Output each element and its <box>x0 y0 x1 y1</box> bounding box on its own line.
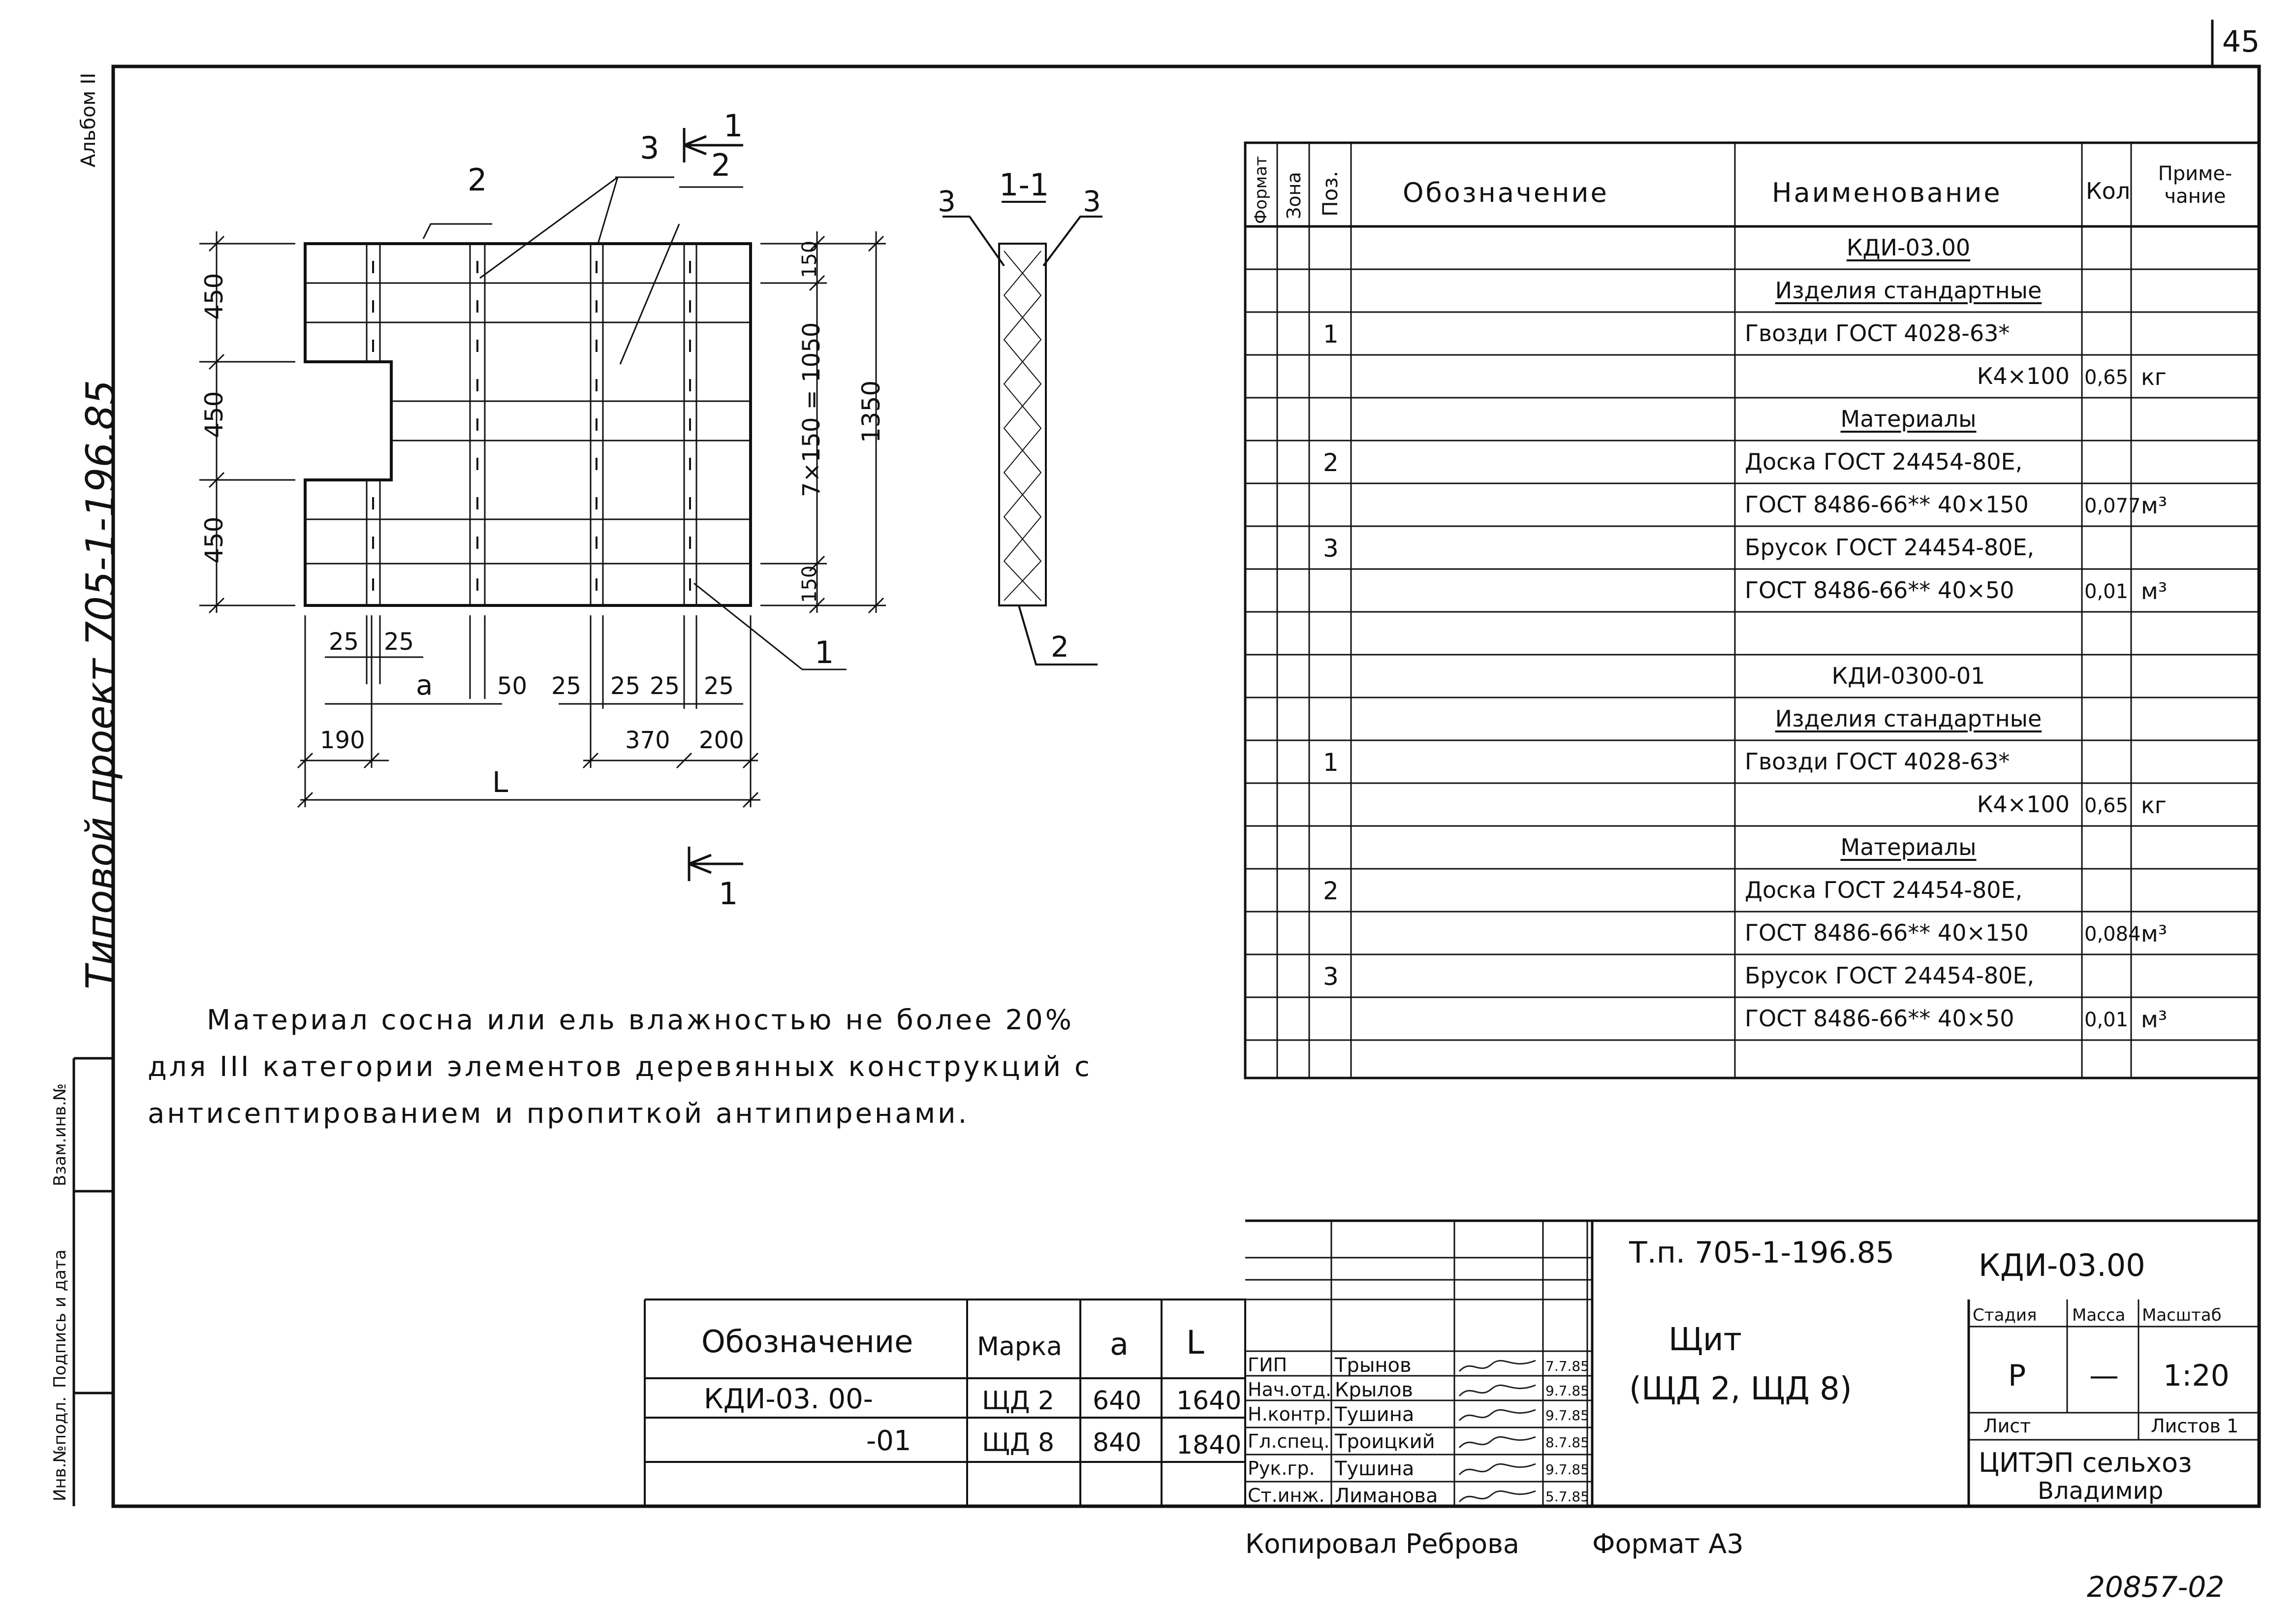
dim-370: 370 <box>625 727 670 754</box>
org-name: ЦИТЭП сельхоз <box>1979 1447 2192 1478</box>
section-mark-bottom: 1 <box>719 876 738 912</box>
variants-header-designation: Обозначение <box>701 1324 913 1360</box>
spec-row-name: Материалы <box>1840 406 1977 432</box>
spec-row-name: К4×100 <box>1977 791 2070 818</box>
staff-date: 9.7.85 <box>1545 1407 1590 1424</box>
staff-role: Гл.спец. <box>1248 1430 1330 1452</box>
spec-row-name: Изделия стандартные <box>1775 705 2042 732</box>
item-name: Щит <box>1668 1322 1742 1358</box>
spec-row-name: КДИ-0300-01 <box>1831 663 1985 689</box>
dim-190: 190 <box>320 727 365 754</box>
spec-row-qty: 0,077 <box>2084 495 2141 517</box>
mass-value: — <box>2089 1359 2119 1393</box>
spec-row-qty: 0,01 <box>2084 1009 2129 1031</box>
spec-row-qty: 0,65 <box>2084 366 2129 389</box>
mass-label: Масса <box>2072 1305 2126 1325</box>
margin-field-sign: Подпись и дата <box>50 1249 70 1388</box>
spec-row-unit: м³ <box>2141 920 2168 947</box>
dim-25-a: 25 <box>329 628 359 656</box>
staff-role: Рук.гр. <box>1248 1458 1315 1479</box>
variants-row1-designation: КДИ-03. 00- <box>704 1383 873 1415</box>
spec-row-name: Гвозди ГОСТ 4028-63* <box>1745 748 2010 775</box>
spec-header-note: Приме-чание <box>2158 162 2233 208</box>
item-subtitle: (ЩД 2, ЩД 8) <box>1629 1371 1852 1407</box>
staff-date: 7.7.85 <box>1545 1358 1590 1374</box>
variants-row2-mark: ЩД 8 <box>982 1428 1055 1458</box>
variants-row1-a: 640 <box>1093 1386 1142 1416</box>
spec-row-unit: м³ <box>2141 578 2168 604</box>
spec-row-unit: м³ <box>2141 492 2168 519</box>
dim-25-d: 25 <box>610 672 641 700</box>
archive-stamp: 20857-02 <box>2087 1570 2225 1604</box>
material-note-line-3: антисептированием и пропиткой антипиренами. <box>148 1098 970 1130</box>
material-note-line-2: для III категории элементов деревянных конструкций с <box>148 1051 1092 1083</box>
spec-header-pos: Поз. <box>1318 171 1342 217</box>
variants-header-L: L <box>1186 1324 1204 1362</box>
spec-row-unit: м³ <box>2141 1006 2168 1033</box>
spec-row-qty: 0,084 <box>2084 923 2141 946</box>
dim-150-top: 150 <box>798 240 821 278</box>
dim-200: 200 <box>699 727 744 754</box>
sheet-format: Формат А3 <box>1592 1528 1744 1559</box>
dim-25-b: 25 <box>384 628 414 656</box>
spec-row-name: Гвозди ГОСТ 4028-63* <box>1745 320 2010 347</box>
spec-row-name: ГОСТ 8486-66** 40×50 <box>1745 1005 2014 1032</box>
dim-L: L <box>492 765 508 799</box>
spec-row-name: Доска ГОСТ 24454-80Е, <box>1745 448 2023 475</box>
staff-role: ГИП <box>1248 1354 1288 1376</box>
dim-25-f: 25 <box>704 672 734 700</box>
spec-row-pos: 3 <box>1323 962 1339 991</box>
spec-row-name: КДИ-03.00 <box>1846 234 1971 261</box>
spec-row-name: Материалы <box>1840 834 1977 860</box>
margin-field-inv: Инв.№подл. <box>50 1396 70 1501</box>
signature-icon <box>1457 1405 1541 1427</box>
project-code: Т.п. 705-1-196.85 <box>1629 1236 1895 1270</box>
spec-row-qty: 0,65 <box>2084 794 2129 817</box>
scale-label: Масштаб <box>2142 1305 2222 1325</box>
callout-2-left: 2 <box>468 162 487 198</box>
spec-row-name: Брусок ГОСТ 24454-80Е, <box>1745 534 2035 561</box>
signature-icon <box>1457 1486 1541 1508</box>
sheet-label: Лист <box>1983 1415 2031 1437</box>
signature-icon <box>1457 1380 1541 1402</box>
section-title: 1-1 <box>999 167 1049 203</box>
spec-row-name: ГОСТ 8486-66** 40×50 <box>1745 577 2014 603</box>
staff-date: 9.7.85 <box>1545 1461 1590 1478</box>
stage-value: Р <box>2008 1359 2026 1393</box>
variants-row1-L: 1640 <box>1176 1386 1242 1416</box>
staff-name: Лиманова <box>1335 1485 1438 1507</box>
staff-name: Тушина <box>1335 1458 1415 1480</box>
callout-2-right: 2 <box>711 147 731 183</box>
variants-row2-a: 840 <box>1093 1428 1142 1458</box>
section-callout-2: 2 <box>1051 630 1069 664</box>
staff-name: Тушина <box>1335 1403 1415 1426</box>
section-mark-top: 1 <box>723 108 743 144</box>
dim-25-e: 25 <box>650 672 680 700</box>
spec-header-zone: Зона <box>1283 172 1305 219</box>
staff-date: 8.7.85 <box>1545 1434 1590 1451</box>
material-note-line-1: Материал сосна или ель влажностью не более 20% <box>207 1004 1074 1036</box>
staff-name: Троицкий <box>1335 1430 1435 1453</box>
spec-header-name: Наименование <box>1772 177 2002 208</box>
spec-row-pos: 2 <box>1323 877 1339 905</box>
spec-row-pos: 3 <box>1323 534 1339 563</box>
variants-header-a: a <box>1110 1326 1129 1362</box>
spec-row-name: Брусок ГОСТ 24454-80Е, <box>1745 962 2035 989</box>
dim-50: 50 <box>497 672 528 700</box>
callout-3: 3 <box>640 130 660 166</box>
staff-date: 5.7.85 <box>1545 1489 1590 1505</box>
spec-header-format: Формат <box>1251 156 1271 224</box>
scale-value: 1:20 <box>2163 1359 2230 1393</box>
staff-date: 9.7.85 <box>1545 1383 1590 1399</box>
spec-row-pos: 2 <box>1323 448 1339 477</box>
dim-a: a <box>416 669 433 701</box>
staff-name: Трынов <box>1335 1354 1412 1377</box>
variants-header-mark: Марка <box>977 1332 1063 1362</box>
spec-header-designation: Обозначение <box>1403 177 1609 208</box>
spec-row-qty: 0,01 <box>2084 580 2129 603</box>
copied-by: Копировал Реброва <box>1245 1528 1520 1559</box>
variants-row1-mark: ЩД 2 <box>982 1386 1055 1416</box>
dim-450-mid: 450 <box>200 391 228 438</box>
org-city: Владимир <box>2038 1477 2164 1505</box>
stage-label: Стадия <box>1973 1305 2037 1325</box>
dim-450-top: 450 <box>200 273 228 320</box>
spec-row-name: ГОСТ 8486-66** 40×150 <box>1745 491 2029 518</box>
staff-name: Крылов <box>1335 1379 1413 1401</box>
signature-icon <box>1457 1432 1541 1454</box>
spec-row-pos: 1 <box>1323 320 1339 349</box>
staff-role: Нач.отд. <box>1248 1379 1332 1400</box>
dim-25-c: 25 <box>551 672 582 700</box>
signature-icon <box>1457 1459 1541 1481</box>
signature-icon <box>1457 1356 1541 1378</box>
spec-row-unit: кг <box>2141 792 2167 819</box>
album-label: Альбом II <box>77 72 100 167</box>
spec-row-unit: кг <box>2141 364 2167 390</box>
spec-row-name: Изделия стандартные <box>1775 277 2042 304</box>
dim-450-bottom: 450 <box>200 516 228 564</box>
doc-code: КДИ-03.00 <box>1979 1247 2145 1283</box>
spec-row-name: Доска ГОСТ 24454-80Е, <box>1745 877 2023 903</box>
variants-row2-L: 1840 <box>1176 1430 1242 1460</box>
dim-7x150: 7×150 = 1050 <box>798 322 825 497</box>
spec-row-name: ГОСТ 8486-66** 40×150 <box>1745 919 2029 946</box>
section-callout-3-left: 3 <box>938 185 956 218</box>
variants-row2-designation: -01 <box>866 1425 912 1457</box>
staff-role: Ст.инж. <box>1248 1485 1325 1506</box>
dim-1350: 1350 <box>857 380 885 443</box>
section-callout-3-right: 3 <box>1083 185 1101 218</box>
spec-row-pos: 1 <box>1323 748 1339 777</box>
sheets-count-label: Листов 1 <box>2151 1415 2239 1437</box>
spec-row-name: К4×100 <box>1977 363 2070 389</box>
dim-150-bottom: 150 <box>798 565 821 603</box>
project-label: Типовой проект 705-1-196.85 <box>78 380 124 989</box>
margin-field-replace: Взам.инв.№ <box>50 1083 70 1186</box>
staff-role: Н.контр. <box>1248 1403 1332 1425</box>
callout-1: 1 <box>815 634 834 670</box>
spec-header-qty: Кол <box>2086 178 2131 204</box>
sheet-number: 45 <box>2222 25 2260 59</box>
